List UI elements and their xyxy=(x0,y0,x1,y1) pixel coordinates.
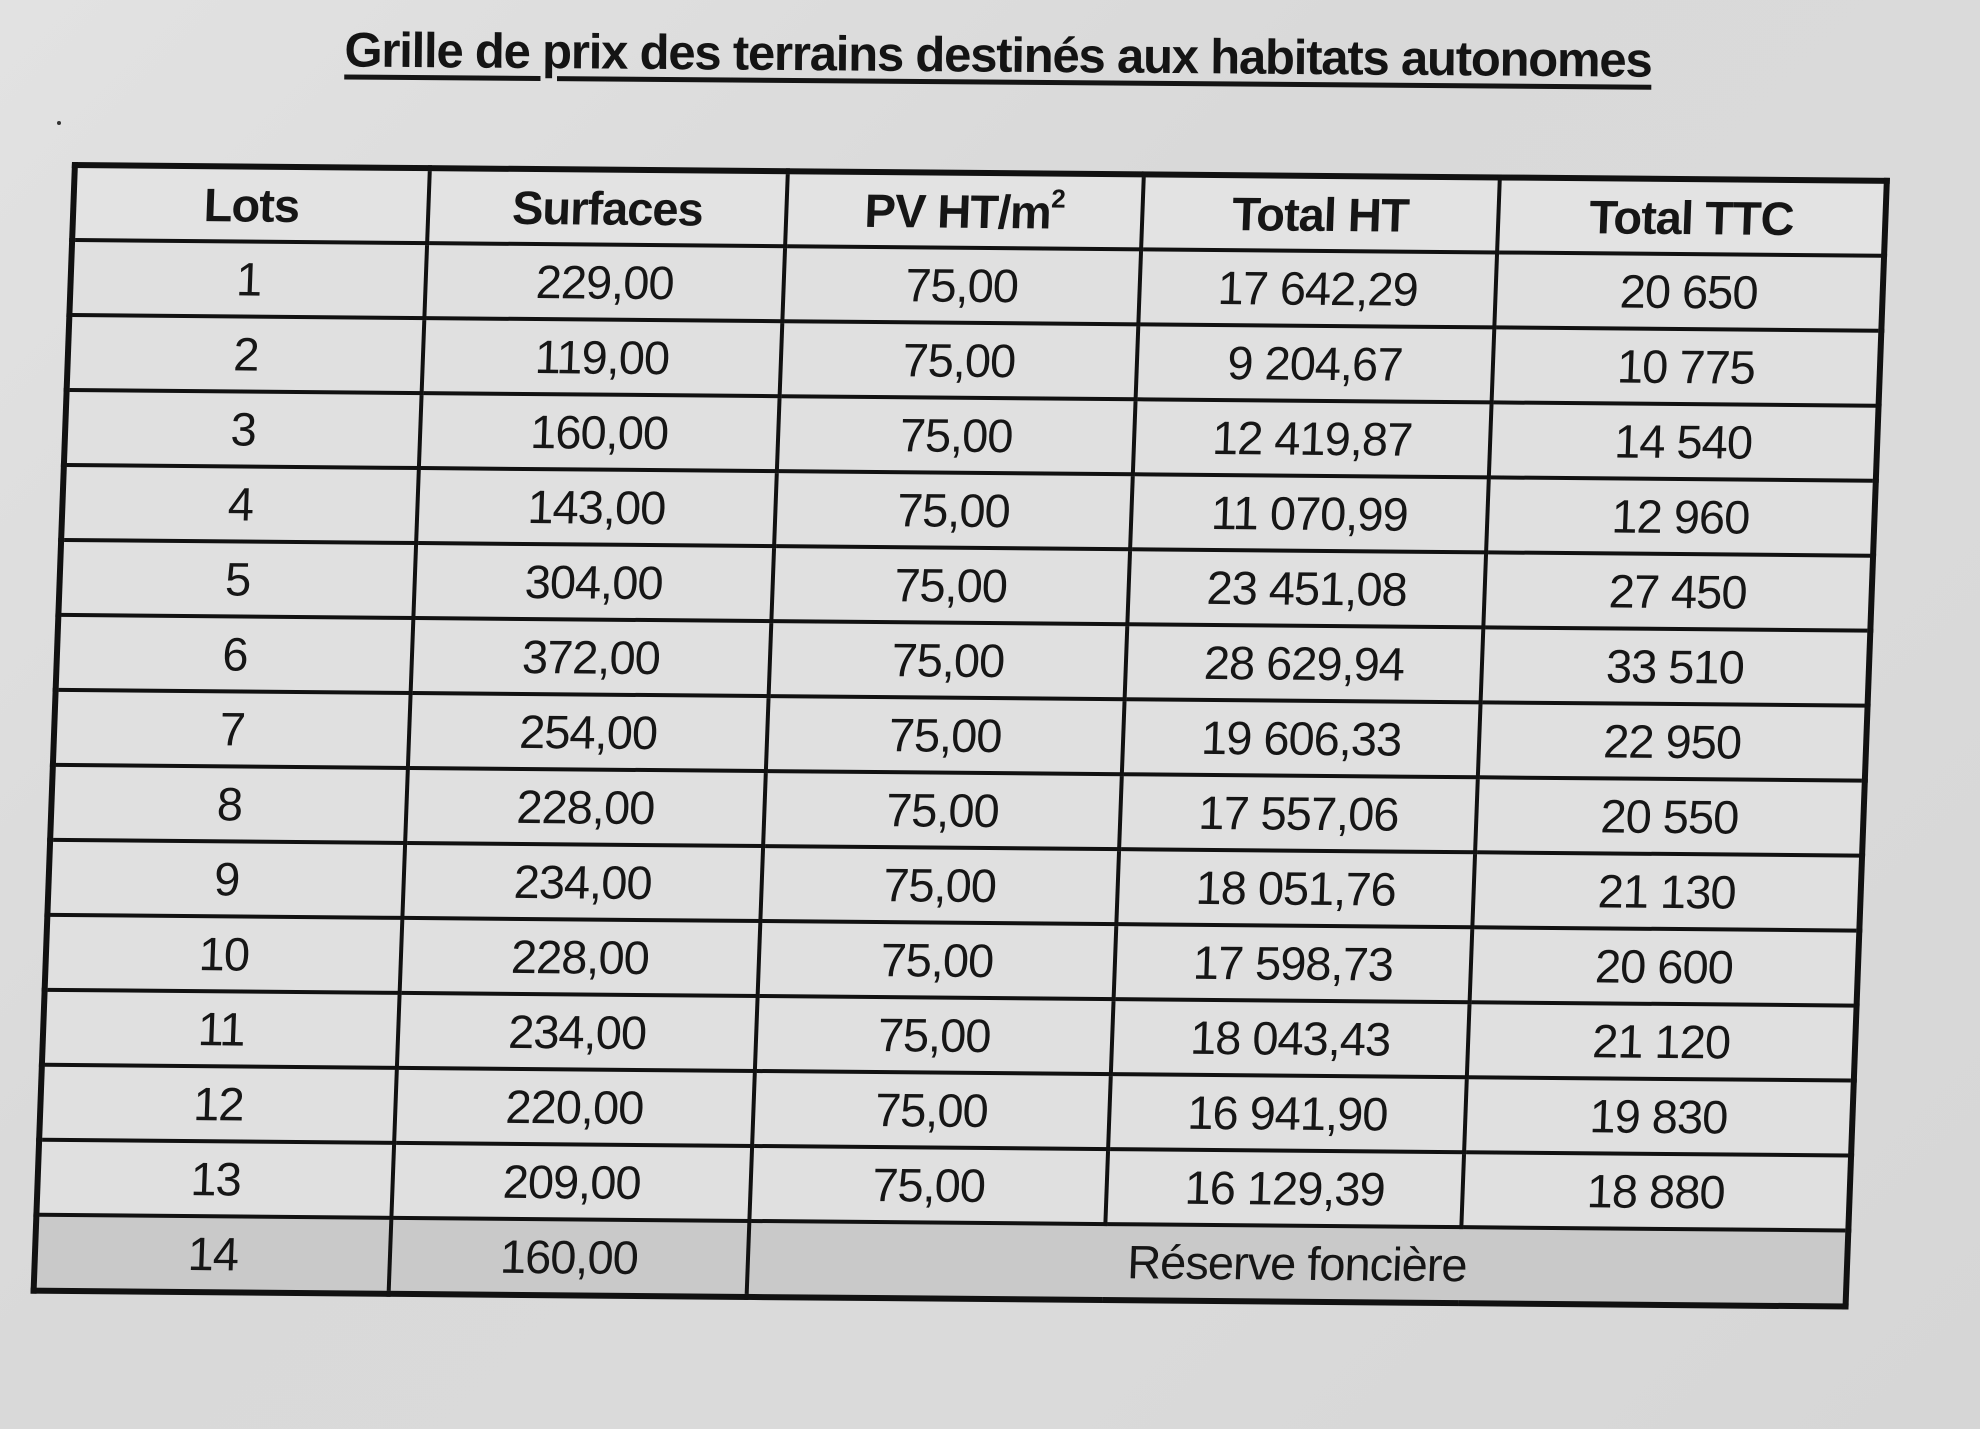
cell-pv-ht-m2: 75,00 xyxy=(760,846,1119,924)
cell-total-ht: 18 051,76 xyxy=(1116,849,1475,927)
cell-surface: 372,00 xyxy=(411,618,772,696)
cell-lot: 7 xyxy=(53,690,411,768)
cell-lot: 4 xyxy=(61,465,419,543)
cell-surface: 229,00 xyxy=(424,243,785,321)
cell-lot: 13 xyxy=(36,1140,394,1218)
cell-total-ht: 16 941,90 xyxy=(1108,1074,1467,1152)
cell-total-ht: 18 043,43 xyxy=(1111,999,1470,1077)
cell-total-ttc: 27 450 xyxy=(1483,552,1873,630)
cell-pv-ht-m2: 75,00 xyxy=(763,771,1122,849)
reserve-label: Réserve foncière xyxy=(747,1221,1849,1307)
cell-pv-ht-m2: 75,00 xyxy=(758,921,1117,999)
cell-total-ttc: 20 550 xyxy=(1475,777,1865,855)
cell-surface: 234,00 xyxy=(402,843,763,921)
cell-lot: 6 xyxy=(56,615,414,693)
price-grid-container xyxy=(31,162,1884,1309)
cell-total-ttc: 10 775 xyxy=(1492,327,1882,405)
document-title: Grille de prix des terrains destinés aux habitats autonomes xyxy=(344,23,1652,88)
header-pv-ht-m2-text: PV HT/m xyxy=(863,183,1052,239)
cell-total-ttc: 20 600 xyxy=(1470,927,1860,1005)
cell-total-ttc: 18 880 xyxy=(1461,1152,1851,1230)
cell-pv-ht-m2: 75,00 xyxy=(771,546,1130,624)
cell-pv-ht-m2: 75,00 xyxy=(777,396,1136,474)
price-grid-table xyxy=(31,162,1890,1310)
reserve-row xyxy=(34,1215,1849,1307)
cell-surface: 228,00 xyxy=(405,768,766,846)
cell-total-ttc: 14 540 xyxy=(1489,402,1879,480)
cell-surface: 119,00 xyxy=(422,318,783,396)
header-pv-ht-m2 xyxy=(785,171,1144,249)
cell-total-ht: 17 642,29 xyxy=(1138,249,1497,327)
cell-total-ttc: 20 650 xyxy=(1494,252,1884,330)
cell-pv-ht-m2: 75,00 xyxy=(782,246,1141,324)
cell-pv-ht-m2: 75,00 xyxy=(766,696,1125,774)
cell-lot: 3 xyxy=(64,390,422,468)
cell-total-ttc: 22 950 xyxy=(1478,702,1868,780)
cell-total-ht: 17 598,73 xyxy=(1114,924,1473,1002)
cell-lot: 11 xyxy=(42,990,400,1068)
cell-total-ht: 16 129,39 xyxy=(1105,1149,1464,1227)
header-surfaces: Surfaces xyxy=(427,168,788,246)
cell-pv-ht-m2: 75,00 xyxy=(774,471,1133,549)
cell-surface: 209,00 xyxy=(391,1143,752,1221)
cell-surface: 160,00 xyxy=(389,1218,750,1297)
cell-surface: 234,00 xyxy=(397,993,758,1071)
cell-total-ht: 19 606,33 xyxy=(1122,699,1481,777)
header-lots: Lots xyxy=(72,165,430,243)
cell-pv-ht-m2: 75,00 xyxy=(752,1071,1111,1149)
cell-total-ttc: 12 960 xyxy=(1486,477,1876,555)
cell-pv-ht-m2: 75,00 xyxy=(755,996,1114,1074)
cell-total-ttc: 21 120 xyxy=(1467,1002,1857,1080)
cell-surface: 160,00 xyxy=(419,393,780,471)
cell-lot: 10 xyxy=(45,915,403,993)
cell-total-ht: 23 451,08 xyxy=(1127,549,1486,627)
cell-surface: 220,00 xyxy=(394,1068,755,1146)
cell-lot: 2 xyxy=(67,315,425,393)
cell-surface: 304,00 xyxy=(413,543,774,621)
ink-speck xyxy=(57,121,61,125)
cell-total-ttc: 21 130 xyxy=(1472,852,1862,930)
header-pv-ht-m2-exponent: 2 xyxy=(1050,183,1066,214)
cell-total-ht: 28 629,94 xyxy=(1125,624,1484,702)
cell-surface: 143,00 xyxy=(416,468,777,546)
cell-lot: 14 xyxy=(34,1215,392,1294)
cell-total-ttc: 33 510 xyxy=(1481,627,1871,705)
header-total-ht: Total HT xyxy=(1141,174,1500,252)
cell-lot: 5 xyxy=(58,540,416,618)
cell-total-ht: 12 419,87 xyxy=(1133,399,1492,477)
header-total-ttc: Total TTC xyxy=(1497,177,1887,255)
cell-surface: 228,00 xyxy=(400,918,761,996)
cell-total-ht: 9 204,67 xyxy=(1136,324,1495,402)
cell-total-ttc: 19 830 xyxy=(1464,1077,1854,1155)
cell-total-ht: 17 557,06 xyxy=(1119,774,1478,852)
cell-surface: 254,00 xyxy=(408,693,769,771)
cell-pv-ht-m2: 75,00 xyxy=(769,621,1128,699)
cell-lot: 8 xyxy=(50,765,408,843)
cell-lot: 12 xyxy=(39,1065,397,1143)
cell-lot: 1 xyxy=(69,240,427,318)
cell-pv-ht-m2: 75,00 xyxy=(780,321,1139,399)
cell-pv-ht-m2: 75,00 xyxy=(749,1146,1108,1224)
cell-total-ht: 11 070,99 xyxy=(1130,474,1489,552)
cell-lot: 9 xyxy=(47,840,405,918)
